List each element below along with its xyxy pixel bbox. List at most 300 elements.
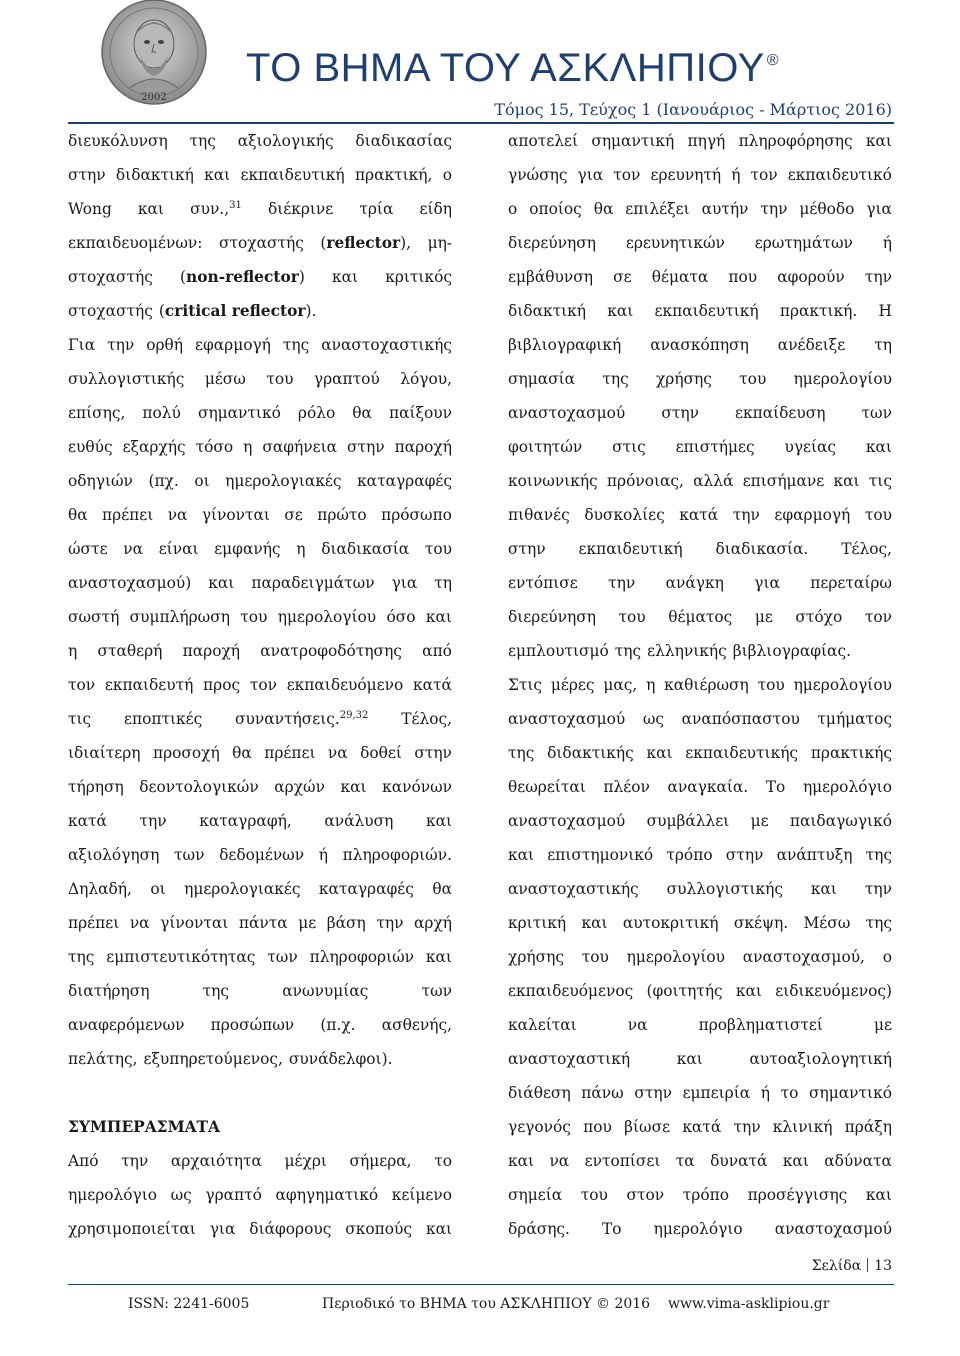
text-line xyxy=(68,192,452,226)
word: Wong xyxy=(68,200,112,218)
word: σαφήνεια xyxy=(262,438,338,456)
word: δεδομένων xyxy=(219,846,305,864)
text-line xyxy=(508,906,892,940)
word: ιδιαίτερη xyxy=(68,744,141,762)
word: με xyxy=(754,608,773,626)
word: ρόλο xyxy=(297,404,336,422)
journal-logo xyxy=(100,0,208,110)
word: ελληνικής xyxy=(647,642,727,660)
text-line xyxy=(508,804,892,838)
word: και xyxy=(332,268,359,286)
word: εντόπισε xyxy=(508,574,578,592)
word: θα xyxy=(68,506,88,524)
text-line xyxy=(508,396,892,430)
word: και xyxy=(646,744,673,762)
word: και xyxy=(508,1152,535,1170)
text-line xyxy=(68,124,452,158)
word: και xyxy=(204,166,231,184)
text-line xyxy=(508,1008,892,1042)
word: εμπειρία xyxy=(682,1084,751,1102)
page-separator xyxy=(867,1258,868,1272)
word: εφαρμογή xyxy=(195,336,271,354)
word: ημερολογιακές xyxy=(184,880,301,898)
word: εκπαιδευτική xyxy=(578,540,683,558)
word: και xyxy=(810,880,837,898)
text-line xyxy=(68,838,452,872)
word: εκπαιδευομένων: xyxy=(68,234,203,252)
word: πληροφοριών. xyxy=(342,846,452,864)
word: ως xyxy=(642,710,665,728)
word: να xyxy=(327,744,348,762)
word: χρήσης xyxy=(655,370,712,388)
page-label: Σελίδα xyxy=(811,1258,862,1274)
word: παιδαγωγικό xyxy=(789,812,892,830)
word: στοχαστής xyxy=(68,302,153,320)
word: μέρες xyxy=(550,676,595,694)
word: παίξουν xyxy=(388,404,452,422)
word: στοχαστής xyxy=(218,234,304,252)
word: ερευνητή xyxy=(650,166,722,184)
text-line xyxy=(68,702,452,736)
text-line xyxy=(508,192,892,226)
word: πρόσωπο xyxy=(381,506,452,524)
word: στις xyxy=(612,438,646,456)
word: με xyxy=(873,1016,892,1034)
word: για xyxy=(391,574,418,592)
word: ημερολόγιο xyxy=(802,778,892,796)
page-number-value: 13 xyxy=(874,1258,892,1274)
word: ερωτημάτων xyxy=(754,234,853,252)
text-line xyxy=(508,158,892,192)
word: τμήματος xyxy=(817,710,892,728)
word: χρησιμοποιείται xyxy=(68,1220,196,1238)
word: πρακτικής xyxy=(810,744,892,762)
word: του xyxy=(424,540,452,558)
word: τόσο xyxy=(195,438,234,456)
word: αναστοχασμού, xyxy=(742,948,865,966)
word: επισήμανε xyxy=(742,472,825,490)
word: την xyxy=(107,336,135,354)
text-line xyxy=(68,872,452,906)
word: καλείται xyxy=(508,1016,577,1034)
word: οδηγιών xyxy=(68,472,133,490)
word: αναστοχαστικής xyxy=(321,336,452,354)
word: του xyxy=(240,608,268,626)
word: τρία xyxy=(359,200,394,218)
word: Για xyxy=(68,336,96,354)
word: και xyxy=(865,438,892,456)
word: Τέλος, xyxy=(841,540,892,558)
journal-title-text: ΤΟ ΒΗΜΑ ΤΟΥ ΑΣΚΛΗΠΙΟΥ xyxy=(246,46,765,90)
word: στην xyxy=(414,744,452,762)
word: λόγου, xyxy=(400,370,452,388)
word: να xyxy=(549,1152,570,1170)
right-column xyxy=(508,124,892,1246)
text-line xyxy=(68,736,452,770)
text-line xyxy=(508,226,892,260)
word: γραπτού xyxy=(313,370,380,388)
word: στην xyxy=(347,438,385,456)
word: προβληματιστεί xyxy=(698,1016,823,1034)
word: πληροφόρησης xyxy=(738,132,853,150)
word: επιστήμες xyxy=(675,438,755,456)
word: τις xyxy=(868,472,892,490)
word: οποίος xyxy=(529,200,582,218)
word: ειδικευόμενος) xyxy=(775,982,892,1000)
word: γίνονται xyxy=(201,506,270,524)
word: αναστοχασμού xyxy=(774,1220,892,1238)
word: πάντα xyxy=(238,914,288,932)
word: που xyxy=(583,1118,612,1136)
word: συν.,$^{31}$ xyxy=(190,199,242,218)
word: εκπαιδευόμενο xyxy=(286,676,404,694)
text-line xyxy=(68,294,452,328)
word: ο xyxy=(882,948,892,966)
word: αφορούν xyxy=(777,268,845,286)
word: η xyxy=(68,642,78,660)
word: συλλογιστικής xyxy=(666,880,783,898)
word: φοιτητών xyxy=(508,438,583,456)
word: πρέπει xyxy=(68,914,120,932)
word: συναντήσεις.$^{29,32}$ xyxy=(235,709,369,728)
word: είναι xyxy=(158,540,199,558)
word: για xyxy=(866,200,892,218)
word: που xyxy=(728,268,758,286)
word: ανωνυμίας xyxy=(282,982,369,1000)
word: Στις xyxy=(508,676,543,694)
word: προς xyxy=(203,676,241,694)
word: και xyxy=(735,982,762,1000)
word: κατά xyxy=(413,676,452,694)
word: την xyxy=(608,574,636,592)
text-line xyxy=(508,464,892,498)
word: ευθύς xyxy=(68,438,113,456)
journal-title xyxy=(246,46,779,91)
word: αναγκαία. xyxy=(667,778,749,796)
word: της xyxy=(68,948,95,966)
word: ανατροφοδότησης xyxy=(260,642,402,660)
word: αναφερόμενων xyxy=(68,1016,185,1034)
word: και xyxy=(425,948,452,966)
text-line xyxy=(68,396,452,430)
text-line xyxy=(508,974,892,1008)
word: και xyxy=(425,608,452,626)
text-line xyxy=(508,124,892,158)
text-line xyxy=(68,1212,452,1246)
word: αυτοκριτική xyxy=(622,914,719,932)
word: βίωσε xyxy=(624,1118,671,1136)
text-line xyxy=(508,736,892,770)
word: ημερολογίου xyxy=(277,608,377,626)
word: εμπιστευτικότητας xyxy=(106,948,256,966)
word: να xyxy=(167,506,188,524)
word: (φοιτητής xyxy=(646,982,723,1000)
word: εντοπίσει xyxy=(584,1152,661,1170)
word: αδύνατα xyxy=(824,1152,892,1170)
word: την xyxy=(376,914,404,932)
word: μέχρι xyxy=(284,1152,327,1170)
word: των xyxy=(421,982,452,1000)
text-line xyxy=(508,1042,892,1076)
word: δράσης. xyxy=(508,1220,570,1238)
word: θέματα xyxy=(651,268,709,286)
text-line xyxy=(508,770,892,804)
word: της xyxy=(282,336,310,354)
text-line xyxy=(68,430,452,464)
word: πλέον xyxy=(603,778,650,796)
word: σκέψη. xyxy=(733,914,789,932)
word: πληροφοριών xyxy=(309,948,415,966)
word: η xyxy=(296,540,306,558)
word: της xyxy=(602,370,629,388)
word: αξιολογικής xyxy=(237,132,334,150)
word: σημεία xyxy=(508,1186,563,1204)
word: ημερολόγιο xyxy=(653,1220,743,1238)
word: την xyxy=(732,506,760,524)
word: ή xyxy=(882,234,892,252)
word: (critical reflector). xyxy=(158,302,317,320)
text-line xyxy=(68,464,452,498)
word: εμφανής xyxy=(214,540,281,558)
word: σε xyxy=(284,506,303,524)
text-line xyxy=(68,158,452,192)
word: (π.χ. xyxy=(320,1016,356,1034)
word: καταγραφές xyxy=(357,472,452,490)
word: και xyxy=(607,302,634,320)
word: πηγή xyxy=(687,132,726,150)
word: δυνατά xyxy=(710,1152,768,1170)
word: τη xyxy=(874,336,892,354)
word: αναπόσπαστου xyxy=(681,710,800,728)
text-line xyxy=(508,1110,892,1144)
word: θα xyxy=(232,744,252,762)
word: εποπτικές xyxy=(123,710,203,728)
word: στην xyxy=(508,540,546,558)
word: αυτοαξιολογητική xyxy=(749,1050,892,1068)
word: επιλέξει xyxy=(625,200,690,218)
word: της xyxy=(865,914,892,932)
word: αρχή xyxy=(414,914,452,932)
word: τον xyxy=(249,676,277,694)
text-line xyxy=(508,260,892,294)
text-line xyxy=(68,770,452,804)
word: ανάγκη xyxy=(665,574,724,592)
word: τον xyxy=(864,608,892,626)
word: και xyxy=(137,200,164,218)
word: θεωρείται xyxy=(508,778,586,796)
word: βάση xyxy=(326,914,366,932)
issue-info: Τόμος 15, Τεύχος 1 (Ιανουάριος - Μάρτιος 2016) xyxy=(494,100,892,119)
word: αποτελεί xyxy=(508,132,579,150)
word: Η xyxy=(878,302,892,320)
word: πρέπει xyxy=(264,744,316,762)
word: εμπλουτισμό xyxy=(508,642,609,660)
word: η xyxy=(646,676,656,694)
word: αρχαιότητα xyxy=(170,1152,262,1170)
word: περεταίρω xyxy=(810,574,892,592)
word: γεγονός xyxy=(508,1118,571,1136)
word: ανασκόπηση xyxy=(650,336,749,354)
word: στόχο xyxy=(795,608,843,626)
word: της xyxy=(508,744,535,762)
text-line xyxy=(68,1178,452,1212)
text-line xyxy=(68,566,452,600)
word: στον xyxy=(626,1186,665,1204)
word: εκπαίδευση xyxy=(735,404,826,422)
left-column xyxy=(68,124,452,1246)
word: δοθεί xyxy=(360,744,402,762)
word: αναστοχασμού xyxy=(508,404,626,422)
word: ή xyxy=(318,846,328,864)
word: κατά xyxy=(682,1118,722,1136)
word: εκπαιδευτικής xyxy=(685,744,799,762)
word: καθιέρωση xyxy=(664,676,749,694)
word: πιθανές xyxy=(508,506,570,524)
word: να xyxy=(129,914,150,932)
word: κοινωνικής xyxy=(508,472,598,490)
word: ο xyxy=(508,200,518,218)
word: (non-reflector) xyxy=(180,268,305,286)
text-line xyxy=(68,906,452,940)
word: για xyxy=(577,166,604,184)
word: την xyxy=(760,200,788,218)
word: θέματος xyxy=(668,608,733,626)
footer-issn: ISSN: 2241-6005 xyxy=(128,1296,250,1312)
word: ανάπτυξη xyxy=(776,846,853,864)
word: διδακτική xyxy=(508,302,586,320)
word: σημασία xyxy=(508,370,576,388)
word: ή xyxy=(731,166,741,184)
text-line xyxy=(508,634,892,668)
word: με xyxy=(298,914,317,932)
logo-year: 2002 xyxy=(141,92,167,103)
word: της xyxy=(202,982,230,1000)
word: προσοχή xyxy=(152,744,220,762)
word: βιβλιογραφίας. xyxy=(732,642,851,660)
word: κλινική xyxy=(772,1118,833,1136)
word: ως xyxy=(170,1186,192,1204)
word: την xyxy=(864,880,892,898)
word: εφαρμογή xyxy=(774,506,851,524)
section-heading xyxy=(68,1110,452,1144)
word: και xyxy=(208,574,235,592)
text-line xyxy=(68,668,452,702)
word: του xyxy=(580,1186,608,1204)
word: προσώπων xyxy=(210,1016,295,1034)
word: (πχ. xyxy=(148,472,179,490)
word: τήρηση xyxy=(68,778,124,796)
word: βιβλιογραφική xyxy=(508,336,622,354)
word: την xyxy=(733,1118,761,1136)
text-line xyxy=(68,940,452,974)
text-line xyxy=(508,498,892,532)
word: τον xyxy=(613,166,641,184)
word: όσο xyxy=(386,608,416,626)
word: για xyxy=(754,574,780,592)
text-line xyxy=(508,838,892,872)
word: τον xyxy=(68,676,96,694)
word: προσέγγισης xyxy=(747,1186,848,1204)
text-line xyxy=(68,328,452,362)
word: διευκόλυνση xyxy=(68,132,168,150)
word: καταγραφή, xyxy=(199,812,292,830)
word: και xyxy=(676,1050,703,1068)
word: αναστοχασμού xyxy=(508,710,626,728)
word: των xyxy=(174,846,205,864)
footer-journal: Περιοδικό το ΒΗΜΑ του ΑΣΚΛΗΠΙΟΥ © 2016 xyxy=(322,1296,651,1312)
word: της xyxy=(865,846,892,864)
word: ΣΥΜΠΕΡΑΣΜΑΤΑ xyxy=(68,1118,220,1136)
word: πρόνοιας, xyxy=(606,472,684,490)
word: πρώτο xyxy=(317,506,367,524)
word: υγείας xyxy=(784,438,837,456)
word: αναστοχαστικής xyxy=(508,880,639,898)
word: κανόνων xyxy=(382,778,452,796)
word: ορθή xyxy=(146,336,184,354)
word: πρακτική, xyxy=(354,166,433,184)
word: εκπαιδευόμενος xyxy=(508,982,634,1000)
word: σημαντική xyxy=(591,132,675,150)
word: με xyxy=(750,812,769,830)
word: ημερολογίου xyxy=(793,676,892,694)
word: και xyxy=(508,846,535,864)
footer-website[interactable]: www.vima-asklipiou.gr xyxy=(668,1296,830,1312)
word: ημερολογιακές xyxy=(225,472,342,490)
word: τρόπο xyxy=(666,846,713,864)
word: διδακτική xyxy=(115,166,194,184)
word: συμπλήρωση xyxy=(129,608,230,626)
word: τις xyxy=(68,710,92,728)
word: της xyxy=(189,132,216,150)
word: του xyxy=(266,370,294,388)
word: εξαρχής xyxy=(122,438,186,456)
word: πολύ xyxy=(142,404,181,422)
word: αρχών xyxy=(274,778,325,796)
word: στην xyxy=(634,1084,672,1102)
word: κριτική xyxy=(508,914,567,932)
text-line xyxy=(68,804,452,838)
word: πρέπει xyxy=(102,506,154,524)
word: ερευνητικών xyxy=(625,234,725,252)
word: διερεύνηση xyxy=(508,234,596,252)
word: και xyxy=(581,914,608,932)
word: της xyxy=(614,642,642,660)
word: και xyxy=(425,812,452,830)
word: εξυπηρετούμενος, xyxy=(143,1050,283,1068)
word: και xyxy=(865,1186,892,1204)
word: παροχή xyxy=(182,642,241,660)
word: του xyxy=(757,676,785,694)
word: και xyxy=(865,132,892,150)
word: εκπαιδευτικό xyxy=(787,166,892,184)
word: στην xyxy=(661,404,699,422)
word: Τέλος, xyxy=(401,710,452,728)
word: σημαντικό xyxy=(197,404,281,422)
word: ημερολόγιο xyxy=(68,1186,158,1204)
text-line xyxy=(508,294,892,328)
word: για xyxy=(209,1220,236,1238)
word: οι xyxy=(194,472,210,490)
word: του xyxy=(739,370,767,388)
word: αυτήν xyxy=(701,200,749,218)
word: Από xyxy=(68,1152,99,1170)
word: το xyxy=(434,1152,452,1170)
word: διέκρινε xyxy=(267,200,334,218)
word: στοχαστής xyxy=(68,268,153,286)
word: δεοντολογικών xyxy=(139,778,259,796)
word: συμβάλλει xyxy=(646,812,730,830)
word: διαδικασία. xyxy=(715,540,809,558)
